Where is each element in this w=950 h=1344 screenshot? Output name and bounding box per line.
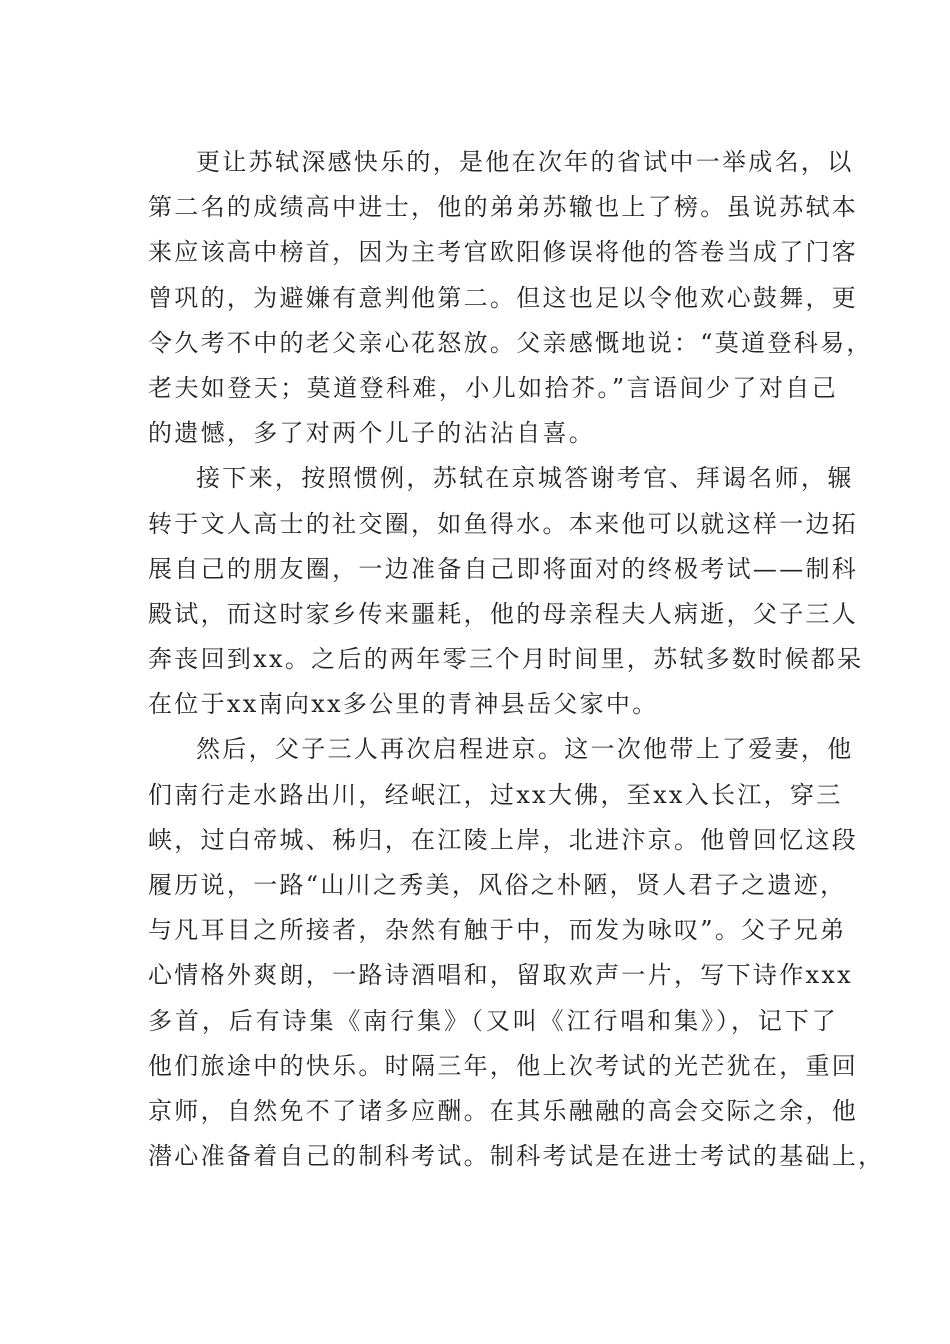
text-line: 履历说，一路“山川之秀美，风俗之朴陋，贤人君子之遗迹， — [148, 871, 847, 899]
text-line: 多首，后有诗集《南行集》（又叫《江行唱和集》），记下了 — [148, 1006, 838, 1035]
text-line: 老夫如登天；莫道登科难，小儿如拾芥。”言语间少了对自己 — [148, 373, 838, 402]
text-line: 第二名的成绩高中进士，他的弟弟苏辙也上了榜。虽说苏轼本 — [148, 193, 859, 222]
text-line: 曾巩的，为避嫌有意判他第二。但这也足以令他欢心鼓舞，更 — [148, 283, 859, 312]
text-line: 他们旅途中的快乐。时隔三年，他上次考试的光芒犹在，重回 — [148, 1051, 859, 1080]
text-line: 来应该高中榜首，因为主考官欧阳修误将他的答卷当成了门客 — [148, 238, 859, 267]
text-line: 在位于xx南向xx多公里的青神县岳父家中。 — [148, 690, 659, 719]
text-line: 接下来，按照惯例，苏轼在京城答谢考官、拜谒名师，辗 — [196, 464, 854, 493]
paragraph-1 — [148, 140, 873, 456]
text-line: 心情格外爽朗，一路诗酒唱和，留取欢声一片，写下诗作xxx — [148, 961, 854, 990]
text-line: 令久考不中的老父亲心花怒放。父亲感慨地说：“莫道登科易， — [148, 328, 873, 357]
text-line: 奔丧回到xx。之后的两年零三个月时间里，苏轼多数时候都呆 — [148, 645, 864, 674]
text-line: 京师，自然免不了诸多应酬。在其乐融融的高会交际之余，他 — [148, 1096, 859, 1125]
text-line: 的遗憾，多了对两个儿子的沾沾自喜。 — [148, 419, 596, 448]
text-line: 潜心准备着自己的制科考试。制科考试是在进士考试的基础上， — [148, 1142, 885, 1171]
text-line: 更让苏轼深感快乐的，是他在次年的省试中一举成名，以 — [196, 148, 854, 176]
paragraph-2 — [148, 456, 864, 727]
document-page — [148, 140, 885, 1179]
text-line: 殿试，而这时家乡传来噩耗，他的母亲程夫人病逝，父子三人 — [148, 599, 859, 628]
text-line: 展自己的朋友圈，一边准备自己即将面对的终极考试——制科 — [148, 554, 859, 583]
text-line: 与凡耳目之所接者，杂然有触于中，而发为咏叹”。父子兄弟 — [148, 916, 847, 945]
text-line: 峡，过白帝城、秭归，在江陵上岸，北进汴京。他曾回忆这段 — [148, 825, 859, 854]
text-line: 转于文人高士的社交圈，如鱼得水。本来他可以就这样一边拓 — [148, 509, 859, 538]
text-line: 然后，父子三人再次启程进京。这一次他带上了爱妻，他 — [196, 735, 854, 764]
text-line: 们南行走水路出川，经岷江，过xx大佛，至xx入长江，穿三 — [148, 780, 843, 809]
paragraph-3 — [148, 727, 885, 1179]
